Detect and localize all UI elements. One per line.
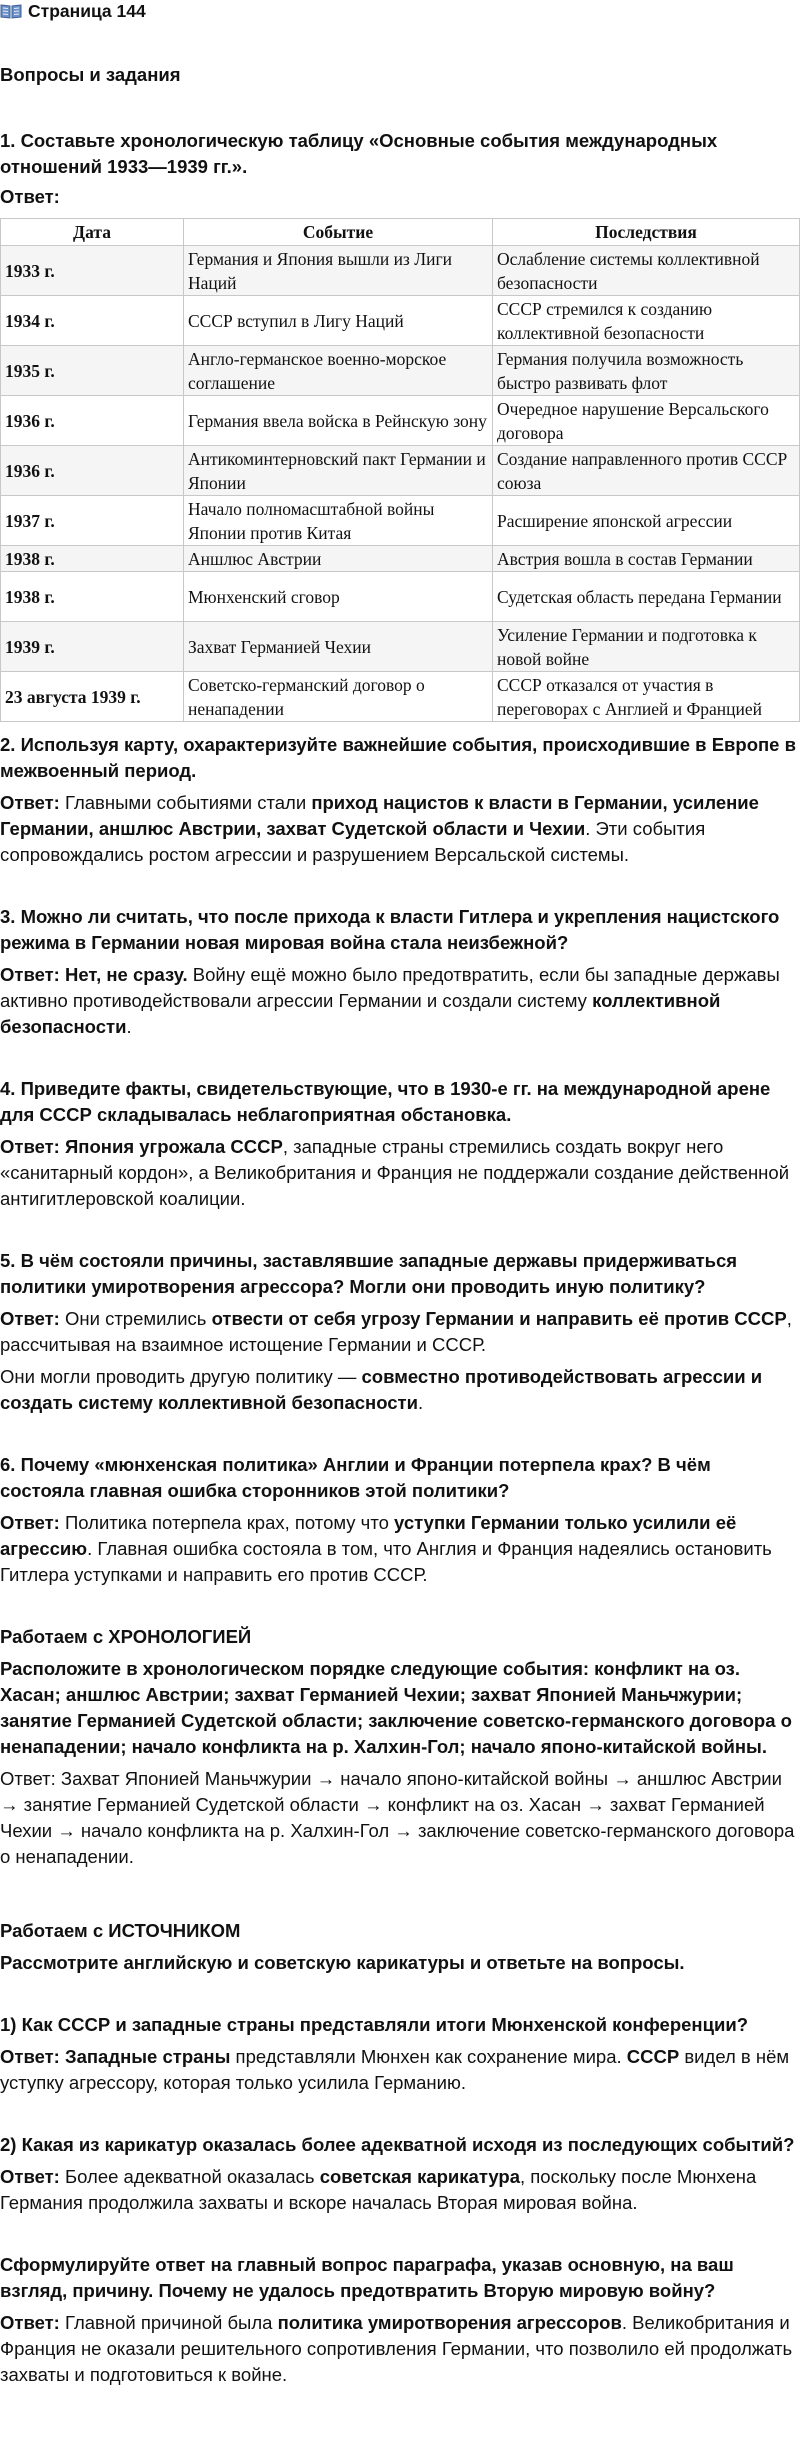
answer-label: Ответ: bbox=[0, 2312, 60, 2333]
cell-event: Захват Германией Чехии bbox=[184, 622, 493, 672]
answer-5-cont bbox=[0, 1364, 800, 1416]
answer-label: Ответ: bbox=[0, 1512, 60, 1533]
cell-date: 1936 г. bbox=[1, 396, 184, 446]
answer-highlight: совместно противодействовать агрессии и создать систему коллективной безопасности bbox=[0, 1366, 763, 1413]
page-title: Страница 144 bbox=[28, 1, 146, 21]
table-row bbox=[1, 546, 800, 572]
answer-6 bbox=[0, 1510, 800, 1588]
source-answer-2 bbox=[0, 2164, 800, 2216]
answer-label: Ответ: bbox=[0, 1308, 60, 1329]
answer-text: Политика потерпела крах, потому что bbox=[59, 1512, 395, 1533]
answer-text: , рассчитывая на взаимное истощение Германии и СССР. bbox=[0, 1308, 792, 1355]
chronology-task: Расположите в хронологическом порядке следующие события: конфликт на оз. Хасан; аншлюс Австрии; захват Германией Чехии; захват Японией Маньчжурии; занятие Германией Судетской области; заключение советско-германского договора о ненападении; начало конфликта на р. Халхин-Гол; начало японо-китайской войны. bbox=[0, 1658, 792, 1757]
table-row bbox=[1, 622, 800, 672]
page-header bbox=[0, 0, 800, 22]
answer-label-1: Ответ: bbox=[0, 186, 60, 207]
answer-text: Главными событиями стали bbox=[59, 792, 312, 813]
answer-highlight: приход нацистов к власти в Германии, усиление Германии, аншлюс Австрии, захват Судетской области и Чехии bbox=[0, 792, 759, 839]
answer-3 bbox=[0, 962, 800, 1040]
answer-text: . Главная ошибка состояла в том, что Англия и Франция надеялись остановить Гитлера уступками и направить его против СССР. bbox=[0, 1538, 772, 1585]
table-row bbox=[1, 346, 800, 396]
answer-text: Войну ещё можно было предотвратить, если бы западные державы активно противодействовали агрессии Германии и создали систему bbox=[0, 964, 780, 1011]
question-6: 6. Почему «мюнхенская политика» Англии и Франции потерпела крах? В чём состояла главная ошибка сторонников этой политики? bbox=[0, 1454, 711, 1501]
answer-label: Ответ: bbox=[0, 964, 60, 985]
cell-date: 1936 г. bbox=[1, 446, 184, 496]
chronology-answer: Ответ: Захват Японией Маньчжурии → начало японо-китайской войны → аншлюс Австрии → занятие Германией Судетской области → конфликт на оз. Хасан → захват Германией Чехии → начало конфликта на р. Халхин-Гол → заключение советско-германского договора о ненападении. bbox=[0, 1768, 795, 1867]
cell-consequence: Ослабление системы коллективной безопасности bbox=[493, 246, 800, 296]
answer-text: Они стремились bbox=[59, 1308, 212, 1329]
cell-event: Мюнхенский сговор bbox=[184, 572, 493, 622]
cell-consequence: Австрия вошла в состав Германии bbox=[493, 546, 800, 572]
cell-date: 1937 г. bbox=[1, 496, 184, 546]
chronology-table bbox=[0, 218, 800, 722]
answer-text: Они могли проводить другую политику — bbox=[0, 1366, 362, 1387]
answer-5 bbox=[0, 1306, 800, 1358]
cell-event: Англо-германское военно-морское соглашение bbox=[184, 346, 493, 396]
cell-date: 1933 г. bbox=[1, 246, 184, 296]
table-header-row bbox=[1, 219, 800, 246]
cell-consequence: Очередное нарушение Версальского договора bbox=[493, 396, 800, 446]
answer-highlight: отвести от себя угрозу Германии и направить её против СССР bbox=[211, 1308, 787, 1329]
source-task: Рассмотрите английскую и советскую карикатуры и ответьте на вопросы. bbox=[0, 1952, 685, 1973]
answer-highlight: Япония угрожала СССР bbox=[59, 1136, 283, 1157]
column-header-event: Событие bbox=[184, 219, 493, 246]
cell-date: 1935 г. bbox=[1, 346, 184, 396]
cell-date: 23 августа 1939 г. bbox=[1, 672, 184, 722]
table-row bbox=[1, 672, 800, 722]
answer-text: , поскольку после Мюнхена Германия продолжила захваты и вскоре началась Вторая мировая война. bbox=[0, 2166, 757, 2213]
answer-highlight: советская карикатура bbox=[319, 2166, 520, 2187]
answer-highlight: СССР bbox=[626, 2046, 680, 2067]
chronology-title: Работаем с ХРОНОЛОГИЕЙ bbox=[0, 1626, 252, 1647]
cell-consequence: СССР отказался от участия в переговорах с Англией и Францией bbox=[493, 672, 800, 722]
cell-event: Германия ввела войска в Рейнскую зону bbox=[184, 396, 493, 446]
answer-label: Ответ: bbox=[0, 2166, 60, 2187]
cell-event: Германия и Япония вышли из Лиги Наций bbox=[184, 246, 493, 296]
open-book-icon bbox=[0, 3, 22, 19]
table-row bbox=[1, 396, 800, 446]
answer-label: Ответ: bbox=[0, 2046, 60, 2067]
answer-2 bbox=[0, 790, 800, 868]
answer-text: , западные страны стремились создать вокруг него «санитарный кордон», а Великобритания и Франция не поддержали создание действенной антигитлеровской коалиции. bbox=[0, 1136, 790, 1209]
answer-text: . Эти события сопровождались ростом агрессии и разрушением Версальской системы. bbox=[0, 818, 706, 865]
answer-highlight: политика умиротворения агрессоров bbox=[277, 2312, 622, 2333]
source-title: Работаем с ИСТОЧНИКОМ bbox=[0, 1920, 241, 1941]
answer-text: . bbox=[126, 1016, 132, 1037]
column-header-consequences: Последствия bbox=[493, 219, 800, 246]
answer-text: Более адекватной оказалась bbox=[59, 2166, 320, 2187]
question-1: 1. Составьте хронологическую таблицу «Основные события международных отношений 1933—1939 гг.». bbox=[0, 130, 718, 177]
cell-consequence: СССР стремился к созданию коллективной безопасности bbox=[493, 296, 800, 346]
question-4: 4. Приведите факты, свидетельствующие, что в 1930-е гг. на международной арене для СССР складывалась неблагоприятная обстановка. bbox=[0, 1078, 771, 1125]
cell-event: Антикоминтерновский пакт Германии и Японии bbox=[184, 446, 493, 496]
cell-consequence: Германия получила возможность быстро развивать флот bbox=[493, 346, 800, 396]
answer-highlight: Западные страны bbox=[59, 2046, 231, 2067]
source-answer-1 bbox=[0, 2044, 800, 2096]
cell-event: Советско-германский договор о ненападении bbox=[184, 672, 493, 722]
cell-event: СССР вступил в Лигу Наций bbox=[184, 296, 493, 346]
table-row bbox=[1, 572, 800, 622]
table-row bbox=[1, 296, 800, 346]
question-3: 3. Можно ли считать, что после прихода к власти Гитлера и укрепления нацистского режима в Германии новая мировая война стала неизбежной? bbox=[0, 906, 780, 953]
cell-consequence: Создание направленного против СССР союза bbox=[493, 446, 800, 496]
cell-event: Начало полномасштабной войны Японии против Китая bbox=[184, 496, 493, 546]
cell-event: Аншлюс Австрии bbox=[184, 546, 493, 572]
column-header-date: Дата bbox=[1, 219, 184, 246]
table-row bbox=[1, 496, 800, 546]
cell-date: 1938 г. bbox=[1, 546, 184, 572]
answer-highlight: уступки Германии только усилили её агрессию bbox=[0, 1512, 737, 1559]
cell-consequence: Усиление Германии и подготовка к новой войне bbox=[493, 622, 800, 672]
table-row bbox=[1, 446, 800, 496]
answer-text: Главной причиной была bbox=[59, 2312, 278, 2333]
cell-date: 1934 г. bbox=[1, 296, 184, 346]
cell-consequence: Расширение японской агрессии bbox=[493, 496, 800, 546]
section-title: Вопросы и задания bbox=[0, 64, 181, 85]
answer-text: . Великобритания и Франция не оказали решительного сопротивления Германии, что позволило ей продолжать захваты и подготовиться к войне. bbox=[0, 2312, 793, 2385]
answer-4 bbox=[0, 1134, 800, 1212]
answer-highlight: коллективной безопасности bbox=[0, 990, 721, 1037]
answer-label: Ответ: bbox=[0, 1136, 60, 1157]
final-answer bbox=[0, 2310, 800, 2388]
source-question-2: 2) Какая из карикатур оказалась более адекватной исходя из последующих событий? bbox=[0, 2134, 795, 2155]
source-question-1: 1) Как СССР и западные страны представляли итоги Мюнхенской конференции? bbox=[0, 2014, 749, 2035]
answer-text: . bbox=[417, 1392, 424, 1413]
answer-label: Ответ: bbox=[0, 792, 60, 813]
answer-text: видел в нём уступку агрессору, которая только усилила Германию. bbox=[0, 2046, 790, 2093]
cell-consequence: Судетская область передана Германии bbox=[493, 572, 800, 622]
cell-date: 1939 г. bbox=[1, 622, 184, 672]
question-5: 5. В чём состояли причины, заставлявшие западные державы придерживаться политики умиротворения агрессора? Могли они проводить иную политику? bbox=[0, 1250, 738, 1297]
answer-text: представляли Мюнхен как сохранение мира. bbox=[230, 2046, 627, 2067]
table-row bbox=[1, 246, 800, 296]
answer-highlight: Нет, не сразу. bbox=[59, 964, 188, 985]
cell-date: 1938 г. bbox=[1, 572, 184, 622]
question-2: 2. Используя карту, охарактеризуйте важнейшие события, происходившие в Европе в межвоенный период. bbox=[0, 734, 796, 781]
final-question: Сформулируйте ответ на главный вопрос параграфа, указав основную, на ваш взгляд, причину. Почему не удалось предотвратить Вторую мировую войну? bbox=[0, 2254, 734, 2301]
